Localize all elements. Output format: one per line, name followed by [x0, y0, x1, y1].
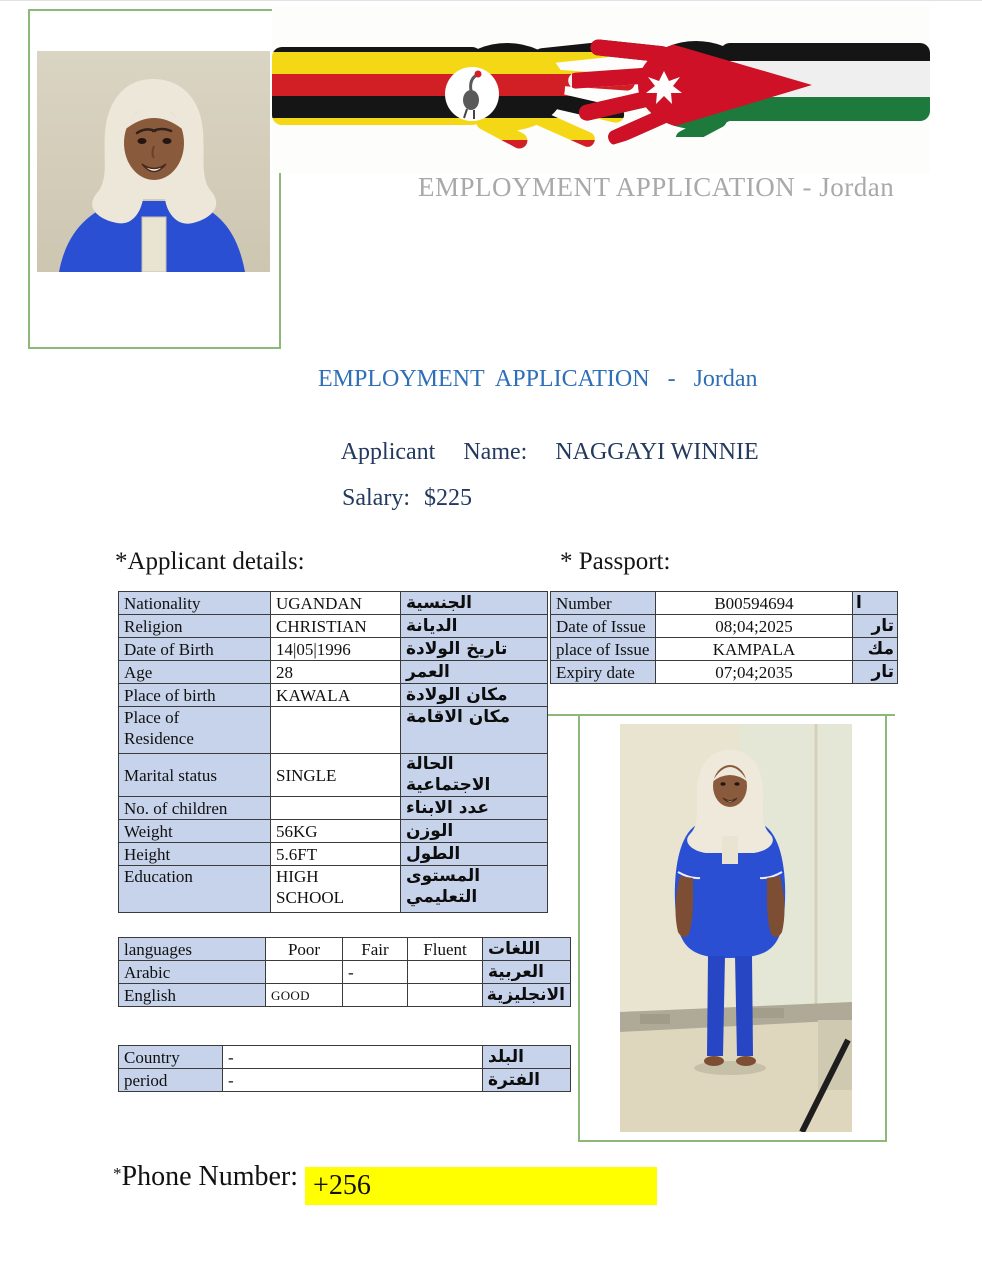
table-row [119, 707, 548, 754]
table-row [119, 866, 548, 913]
applicant-details-table [118, 591, 548, 913]
cell-label: Number [551, 592, 656, 615]
phone-number-highlight-field: +256 [305, 1167, 657, 1205]
cell-label: place of Issue [551, 638, 656, 661]
cell-arabic: الطول [401, 843, 548, 866]
cell-arabic: العربية [483, 961, 571, 984]
table-row [551, 592, 898, 615]
cell-value: 5.6FT [271, 843, 401, 866]
cell-value: CHRISTIAN [271, 615, 401, 638]
table-row [119, 754, 548, 797]
table-row [119, 961, 571, 984]
cell-value: 14|05|1996 [271, 638, 401, 661]
languages-table [118, 937, 571, 1007]
cell-label: Religion [119, 615, 271, 638]
cell-value: HIGH SCHOOL [271, 866, 401, 913]
cell-label: Age [119, 661, 271, 684]
cell-header: Poor [266, 938, 343, 961]
phone-number-line [113, 1161, 657, 1205]
table-row [119, 984, 571, 1007]
cell-header: Fluent [408, 938, 483, 961]
country-period-table [118, 1045, 571, 1092]
table-row [551, 638, 898, 661]
table-row [119, 820, 548, 843]
salary-line [318, 458, 472, 539]
cell-label: Place of birth [119, 684, 271, 707]
cell-value: 07;04;2035 [656, 661, 853, 684]
cell-value: 28 [271, 661, 401, 684]
cell-value [266, 961, 343, 984]
document-title: EMPLOYMENT APPLICATION - Jordan [318, 366, 758, 392]
cell-arabic: تاريخ الولادة [401, 638, 548, 661]
cell-header: Fair [343, 938, 408, 961]
table-row [551, 615, 898, 638]
portrait-photo-frame [28, 9, 281, 349]
uganda-jordan-handshake-image [272, 7, 930, 173]
table-header-row [119, 938, 571, 961]
name-label: Name: [463, 439, 528, 465]
cell-value [408, 984, 483, 1007]
cell-value [408, 961, 483, 984]
cell-arabic: عدد الابناء [401, 797, 548, 820]
cell-arabic: تار [853, 661, 898, 684]
cell-arabic: مك [853, 638, 898, 661]
phone-label: Phone Number: [121, 1161, 299, 1192]
cell-value: B00594694 [656, 592, 853, 615]
cell-label: Education [119, 866, 271, 913]
applicant-portrait-photo [37, 51, 270, 272]
cell-value [271, 707, 401, 754]
salary-label: Salary: [342, 485, 410, 511]
cell-label: Expiry date [551, 661, 656, 684]
table-row [119, 1046, 571, 1069]
cell-value: - [223, 1069, 483, 1092]
cell-value [271, 797, 401, 820]
table-row [551, 661, 898, 684]
cell-label: Date of Birth [119, 638, 271, 661]
cell-value: GOOD [266, 984, 343, 1007]
salary-value: $225 [423, 485, 472, 511]
table-row [119, 684, 548, 707]
cell-arabic: مكان الولادة [401, 684, 548, 707]
cell-value: 08;04;2025 [656, 615, 853, 638]
cell-value: KAMPALA [656, 638, 853, 661]
table-row [119, 1069, 571, 1092]
cell-label: languages [119, 938, 266, 961]
table-row [119, 797, 548, 820]
cell-label: English [119, 984, 266, 1007]
cell-value [343, 984, 408, 1007]
applicant-label: Applicant [340, 439, 436, 465]
cell-label: Nationality [119, 592, 271, 615]
cell-label: Date of Issue [551, 615, 656, 638]
table-row [119, 638, 548, 661]
cell-value: SINGLE [271, 754, 401, 797]
cell-arabic: اللغات [483, 938, 571, 961]
cell-arabic: الفترة [483, 1069, 571, 1092]
cell-label: Weight [119, 820, 271, 843]
applicant-full-body-photo [620, 724, 852, 1132]
cell-arabic: الانجليزية [483, 984, 571, 1007]
passport-heading: * Passport: [560, 548, 671, 575]
cell-arabic: مكان الاقامة [401, 707, 548, 754]
full-body-photo-frame [578, 716, 887, 1142]
cell-label: Height [119, 843, 271, 866]
cell-label: Arabic [119, 961, 266, 984]
banner-watermark-text: EMPLOYMENT APPLICATION - Jordan [418, 172, 895, 202]
table-row [119, 661, 548, 684]
cell-value: UGANDAN [271, 592, 401, 615]
cell-arabic: المستوى التعليمي [401, 866, 548, 913]
cell-arabic: العمر [401, 661, 548, 684]
cell-label: period [119, 1069, 223, 1092]
cell-value: - [223, 1046, 483, 1069]
cell-value: KAWALA [271, 684, 401, 707]
cell-arabic: البلد [483, 1046, 571, 1069]
cell-label: Place of Residence [119, 707, 271, 754]
cell-label: No. of children [119, 797, 271, 820]
cell-value: 56KG [271, 820, 401, 843]
cell-arabic: تار [853, 615, 898, 638]
table-row [119, 843, 548, 866]
passport-table [550, 591, 898, 684]
cell-arabic: الديانة [401, 615, 548, 638]
phone-asterisk: * [113, 1164, 122, 1183]
table-row [119, 615, 548, 638]
table-row [119, 592, 548, 615]
applicant-name-value: NAGGAYI WINNIE [555, 439, 759, 465]
cell-arabic: الوزن [401, 820, 548, 843]
cell-arabic: ا [853, 592, 898, 615]
cell-arabic: الحالة الاجتماعية [401, 754, 548, 797]
cell-value: - [343, 961, 408, 984]
applicant-details-heading: *Applicant details: [115, 548, 305, 575]
cell-label: Marital status [119, 754, 271, 797]
cell-arabic: الجنسية [401, 592, 548, 615]
cell-label: Country [119, 1046, 223, 1069]
